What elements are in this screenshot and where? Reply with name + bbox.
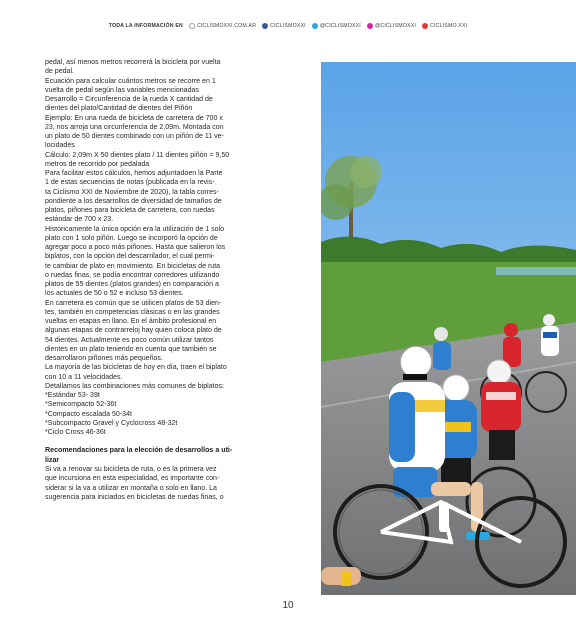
header-lead: TODA LA INFORMACIÓN EN [108, 23, 183, 29]
twitter-icon [312, 23, 318, 29]
header-twitter[interactable] [312, 23, 361, 29]
header-twitter-label: @CICLISMOXXI [319, 23, 361, 29]
header-web[interactable] [189, 23, 256, 29]
header-instagram[interactable] [367, 23, 416, 29]
youtube-icon [422, 23, 428, 29]
globe-icon [189, 23, 195, 29]
article-paragraph: Si va a renovar su bicicleta de ruta, o es la primera vez que incursiona en esta especialidad, es importante con- siderar si la va a utilizar en montaña o solo en llano. La sugerencia para iniciados en bicicletas de ruedas finas, o [45, 466, 224, 501]
facebook-icon [262, 23, 268, 29]
header-instagram-label: @CICLISMOXXI [374, 23, 417, 29]
header-facebook-label: CICLISMOXXI [270, 23, 306, 29]
header-bar [0, 21, 576, 31]
header-youtube-label: CICLISMO.XXI [430, 23, 468, 29]
cyclists-photo [321, 62, 576, 595]
header-facebook[interactable] [262, 23, 306, 29]
instagram-icon [367, 23, 373, 29]
header-youtube[interactable] [422, 23, 467, 29]
article-column [45, 58, 257, 502]
header-web-label: CICLISMOXXI.COM.AR [196, 23, 257, 29]
article-paragraph: pedal, así menos metros recorrerá la bicicleta por vuelta de pedal. Ecuación para calcular cuántos metros se recorre en 1 vuelta de pedal según las variables mencionadas Desarrollo = Circunferencia de la rueda X cantidad de dientes del plato/Cantidad de dientes del Piñón Ejemplo: En una rueda de bicicleta de carretera de 700 x 23, nos arroja una circunferencia de 2,09m. Montada con un plato de 50 dientes combinado con un piñón de 11 ve- locidades Cálculo: 2,09m X 50 dientes plato / 11 dientes piñón = 9,50 metros de recorrido por pedalada Para facilitar estos cálculos, hemos adjuntadoen la Parte 1 de estas secuencias de notas (publicada en la revis- ta Ciclismo XXI de Noviembre de 2020), la tabla corres- pondiente a los desarrollos de diversidad de tamaños de platos, piñones para bicicleta de carretera, con ruedas estándar de 700 x 23. Históricamente la única opción era la utilización de 1 solo plato con 1 solo piñón. Luego se incorporó la opción de agregar poco a poco más piñones. Hasta que salieron los biplatos, con la opción del descarrilador, el cual permi- te cambiar de plato en movimiento. En bicicletas de ruta o ruedas finas, se podía encontrar corredores utilizando platos de 55 dientes (platos grandes) en comparación a los actuales de 50 o 52 e incluso 53 dientes. En carretera es común que se utilicen platos de 53 dien- tes, también en competencias clásicas o en las grandes vueltas en etapas en llano. En el ámbito profesional en algunas etapas de contrarreloj hay quien coloca plato de 54 dientes. Actualmente es poco común utilizar tantos dientes en un plato teniendo en cuenta que también se desarrollaron piñones más pequeños. La mayoría de las bicicletas de hoy en día, traen el biplato con 10 a 11 velocidades. Detallamos las combinaciones más comunes de biplatos: *Estándar 53- 39t *Semicompacto 52-36t *Compacto escalada 50-34t *Subcompacto Gravel y Cyclocross 48-32t *Ciclo Cross 46-36t [45, 59, 230, 436]
section-heading: Recomendaciones para la elección de desarrollos a uti- lizar [45, 446, 233, 464]
page-number: 10 [282, 600, 294, 611]
